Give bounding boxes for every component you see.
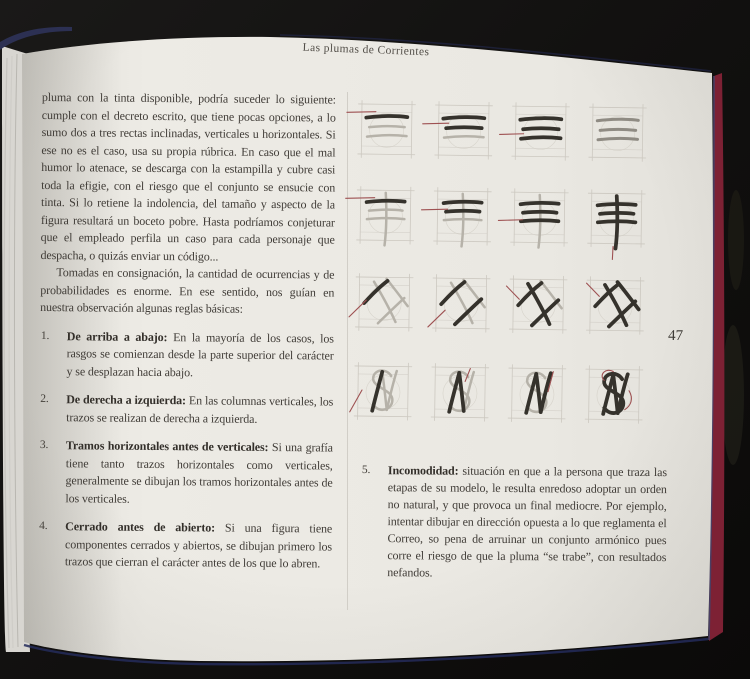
list-number: 5.	[361, 464, 371, 477]
paragraph: Tomadas en consignación, la cantidad de ocurrencias y de probabilidades es enorme. En ese sentido, nos guían en nuestra observación algunas reglas básicas:	[40, 265, 335, 316]
stroke-diagram-cell-r4-c4	[566, 359, 661, 454]
direction-arrow	[350, 390, 362, 412]
guide-box	[435, 102, 493, 160]
list-item-label: Incomodidad:	[387, 463, 459, 478]
list-item-5	[360, 462, 667, 583]
ink-strokes	[367, 200, 405, 202]
direction-arrow	[422, 209, 448, 210]
list-item-body: Si una figura tiene componentes cerrados y abiertos, se dibujan primero los trazos que cierran el carácter antes de los que lo abren.	[64, 520, 333, 571]
ghost-strokes	[367, 126, 407, 137]
right-text-column	[360, 462, 667, 583]
list-item-label: De arriba a abajo:	[66, 328, 168, 344]
list-item-label: De derecha a izquierda:	[66, 392, 187, 408]
direction-arrow	[346, 197, 375, 198]
guide-box	[358, 100, 416, 158]
direction-arrow	[349, 300, 366, 317]
direction-arrow	[423, 123, 449, 124]
ink-strokes	[597, 196, 636, 249]
ghost-strokes	[444, 136, 484, 138]
direction-arrow	[498, 219, 522, 220]
direction-arrow	[612, 247, 613, 260]
guide-box	[512, 103, 570, 161]
guide-box	[589, 104, 647, 162]
list-item-body: En las columnas verticales, los trazos se realizan de derecha a izquierda.	[66, 393, 334, 426]
page-number: 47	[667, 327, 684, 345]
list-number: 1.	[40, 329, 50, 342]
stroke-diagram-cell-r2-c4	[569, 183, 664, 278]
paragraph: pluma con la tinta disponible, podría suceder lo siguiente: cumple con el decreto escrito, que tiene pocas opciones, a lo sumo dos a tres rectas inclinadas, verticales u horizontales. Si ese no es el caso, usa su propia rúbrica. En caso que el mal humor lo atenace, se descarga con la estampilla y cubre casi toda la efigie, con el riesgo que el conjunto se ensucie con tinta. Si lo retiene la indolencia, del tamaño y aspecto de la figura resultará un boceto pobre. Hasta podríamos conjeturar que el empleado perfila un caso para cada personaje que despacha, o quizás enviar un código...	[40, 89, 336, 264]
ink-strokes	[520, 118, 561, 139]
stroke-diagram-cell-r1-c4	[570, 97, 665, 192]
list-item-body: En la mayoría de los casos, los rasgos se comienzan desde la parte superior del carácter y se desplazan hacia abajo.	[66, 329, 334, 379]
list-number: 2.	[40, 392, 49, 406]
list-item-body: situación en que a la persona que traza las etapas de su modelo, le resulta enredoso adoptar un orden no natural, y que provoca un final mediocre. Por ejemplo, intentar dibujar en dirección opuesta a lo que reglamenta el Correo, so pena de arruinar un conjunto armónico pues corre el riesgo de que la pluma “se trabe”, con resultados nefandos.	[387, 463, 667, 580]
list-item-body: Si una grafía tiene tanto trazos horizontales como verticales, generalmente se dibujan los tramos horizontales antes de los verticales.	[65, 440, 333, 506]
direction-arrow	[500, 133, 524, 134]
list-item-label: Tramos horizontales antes de verticales:	[65, 438, 269, 454]
direction-arrow	[586, 283, 599, 296]
stroke-diagram-cell-r3-c4	[567, 270, 662, 365]
ink-strokes	[366, 116, 407, 118]
running-head: Las plumas de Corrientes	[302, 41, 430, 59]
direction-arrow	[506, 286, 519, 299]
list-item-label: Cerrado antes de abierto:	[65, 519, 216, 535]
list-text	[387, 462, 667, 583]
direction-arrow	[347, 111, 376, 112]
list-number: 4.	[39, 519, 48, 533]
ghost-strokes	[540, 281, 562, 308]
ink-strokes	[518, 283, 559, 326]
direction-arrow	[428, 310, 445, 327]
ghost-strokes	[597, 119, 638, 140]
list-number: 3.	[39, 438, 49, 452]
